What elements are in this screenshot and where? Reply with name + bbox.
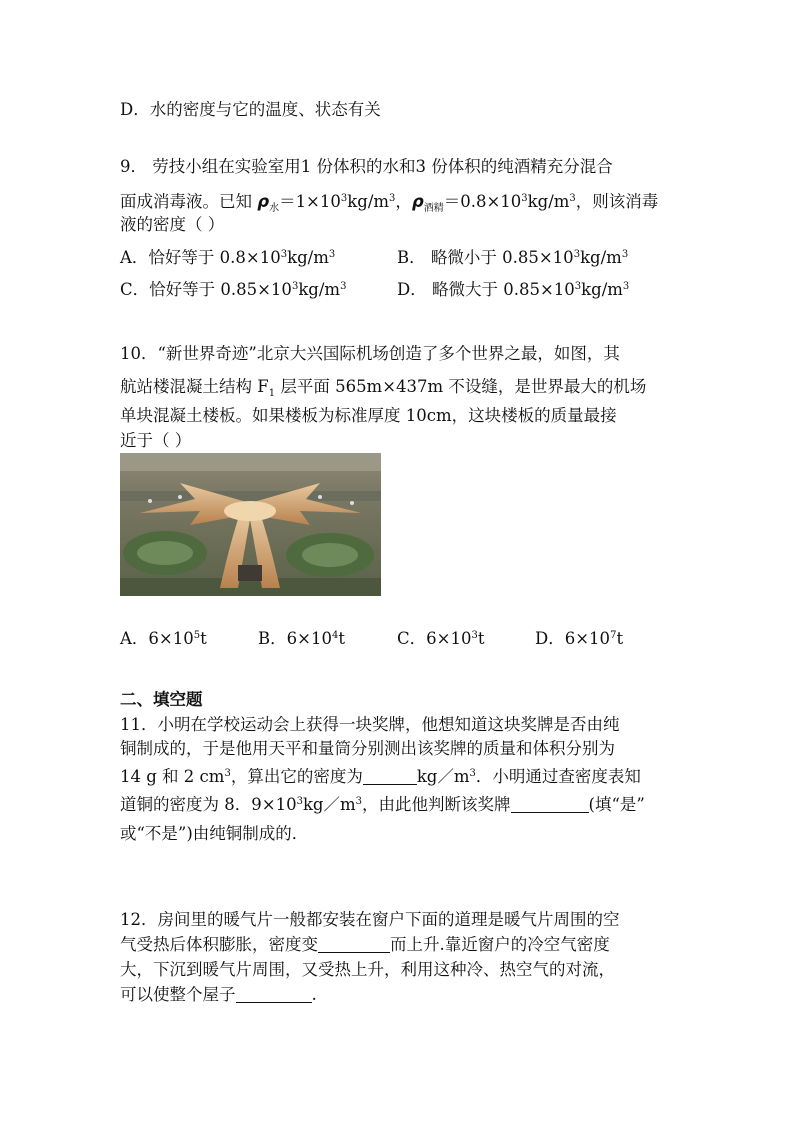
q9-option-a: A．恰好等于 $0.8\times 10^3kg/m^3$ (120, 248, 336, 267)
q10-line-3: 单块混凝土楼板。如果楼板为标准厚度 10cm，这块楼板的质量最接 (120, 406, 617, 425)
q11-answer-blank[interactable] (511, 796, 589, 813)
q10-option-b: B．$6\times 10^4t$ (258, 629, 345, 648)
q10-option-c: C．$6\times 10^3t$ (397, 629, 485, 648)
q11-line-3: 14 g 和 2 $cm^3$，算出它的密度为 $kg/m^3$．小明通过查密度表知 (120, 767, 641, 786)
q9-line-3: 液的密度（ ） (120, 215, 225, 234)
q12-line-4: 可以使整个屋子 . (120, 985, 317, 1004)
q11-density-blank[interactable] (363, 768, 417, 785)
q9-line-2: 面成消毒液。已知 $\rho_水=1\times 10^3kg/m^3$，$\rho_{酒精}=0.8\times 10^3kg/m^3$，则该消毒 (120, 192, 659, 214)
q9-option-c: C．恰好等于 $0.85\times 10^3kg/m^3$ (120, 280, 347, 299)
q12-line-1: 12．房间里的暖气片一般都安装在窗户下面的道理是暖气片周围的空 (120, 910, 620, 929)
airport-illustration (120, 453, 381, 596)
q10-option-d: D．$6\times 10^7t$ (535, 629, 624, 648)
q10-line-4: 近于（ ） (120, 431, 192, 450)
q12-line-3: 大，下沉到暖气片周围，又受热上升，利用这种冷、热空气的对流， (120, 960, 615, 979)
q11-line-2: 铜制成的，于是他用天平和量筒分别测出该奖牌的质量和体积分别为 (120, 739, 615, 758)
q9-line-1: 9． 劳技小组在实验室用1 份体积的水和3 份体积的纯酒精充分混合 (120, 157, 613, 176)
q9-option-d: D． 略微大于 $0.85\times 10^3kg/m^3$ (397, 280, 630, 299)
q10-line-2: 航站楼混凝土结构 $F_1$ 层平面 565m×437m 不设缝，是世界最大的机场 (120, 377, 647, 399)
airport-aerial-photo (120, 453, 381, 596)
q8-option-d: D．水的密度与它的温度、状态有关 (120, 100, 381, 119)
q11-line-4: 道铜的密度为 8．$9\times 10^3kg/m^3$，由此他判断该奖牌 (填“是” (120, 795, 645, 814)
q11-line-1: 11．小明在学校运动会上获得一块奖牌，他想知道这块奖牌是否由纯 (120, 715, 620, 734)
q12-answer-blank[interactable] (236, 986, 312, 1003)
q10-option-a: A．$6\times 10^5t$ (120, 629, 207, 648)
q10-line-1: 10．“新世界奇迹”北京大兴国际机场创造了多个世界之最，如图，其 (120, 344, 620, 363)
q12-density-blank[interactable] (318, 936, 390, 953)
q9-option-b: B． 略微小于 $0.85\times 10^3kg/m^3$ (397, 248, 629, 267)
q12-line-2: 气受热后体积膨胀，密度变 而上升.靠近窗户的冷空气密度 (120, 935, 610, 954)
q11-line-5: 或“不是”)由纯铜制成的． (120, 824, 309, 843)
section-title: 二、填空题 (120, 690, 203, 709)
